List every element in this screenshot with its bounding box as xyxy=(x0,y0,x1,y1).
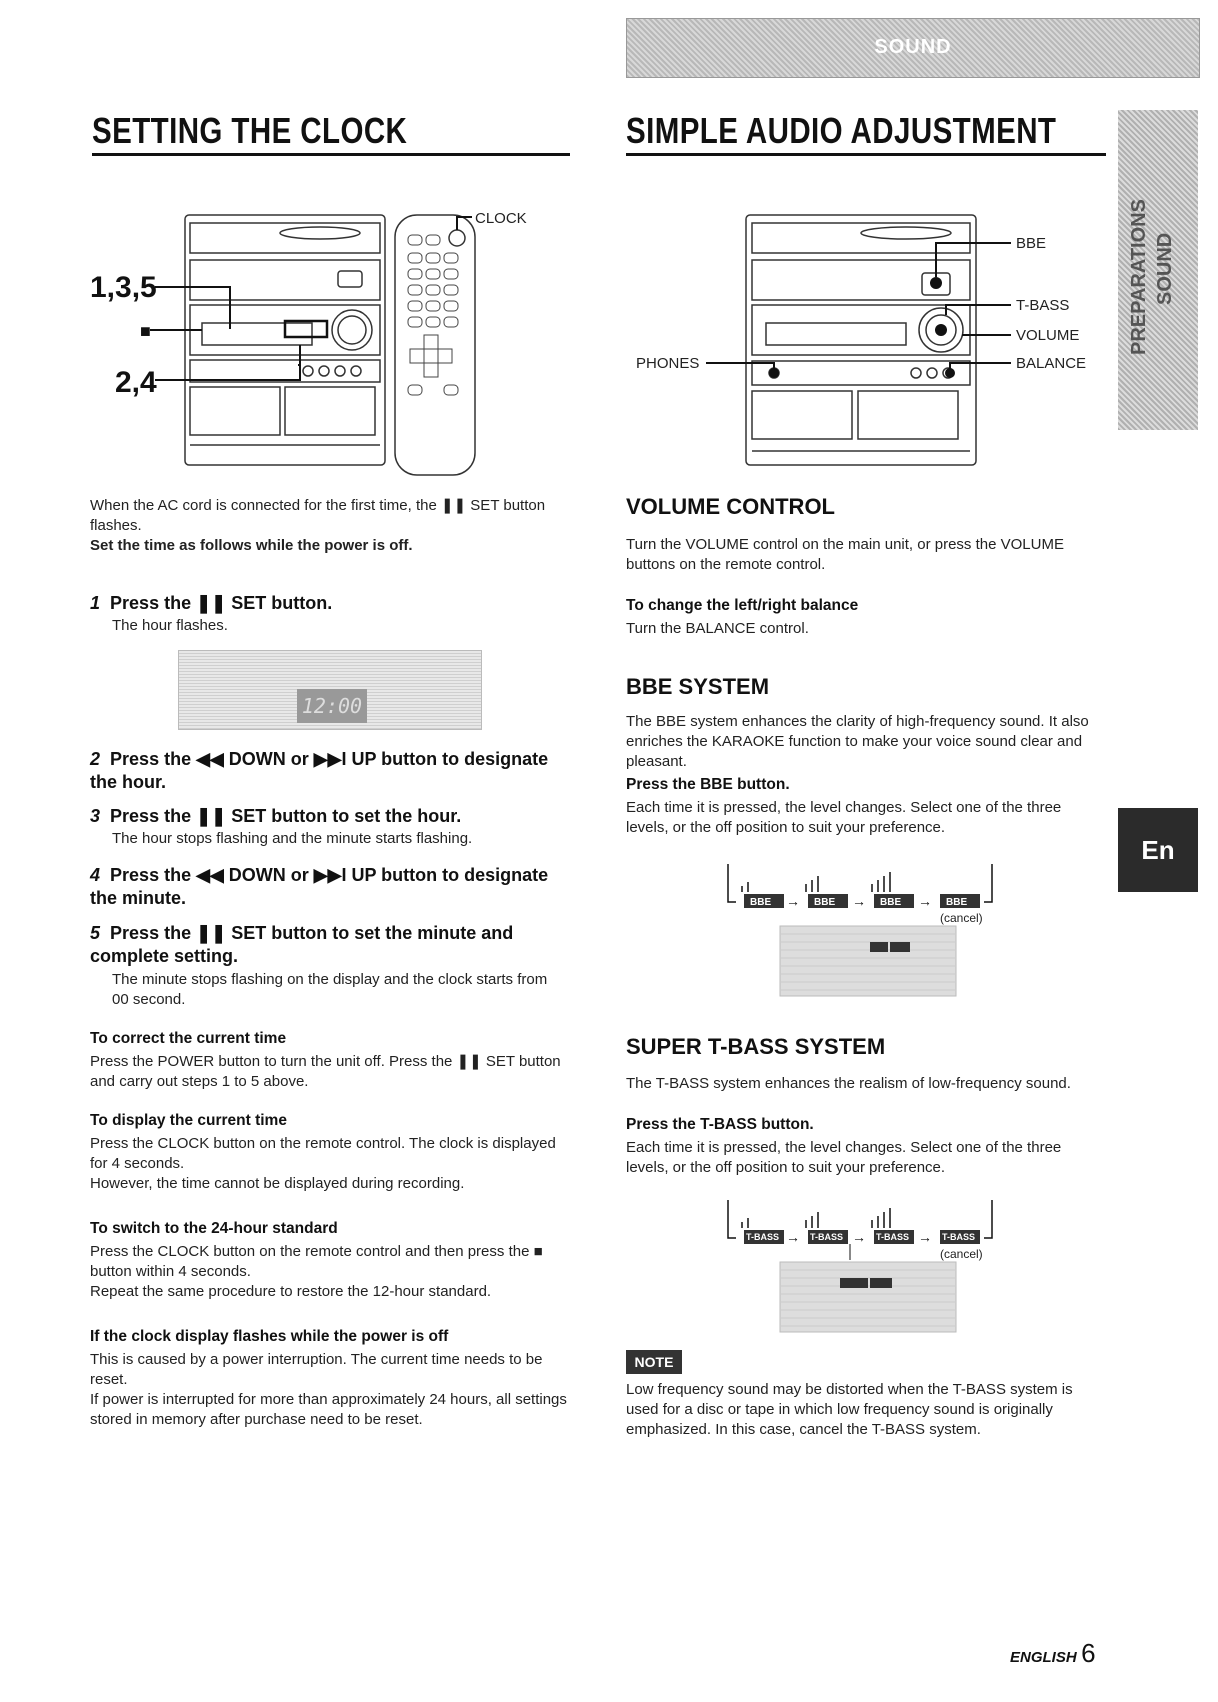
audio-controls-figure xyxy=(626,205,1116,480)
side-tab-preparations: PREPARATIONS xyxy=(1128,199,1150,355)
note-text: Low frequency sound may be distorted when the T-BASS system is used for a disc or tape in which low frequency sound is originally emphasized. In this case, cancel the T-BASS system. xyxy=(626,1381,1073,1438)
side-tab-sound: SOUND xyxy=(1154,232,1176,305)
step-4 xyxy=(90,864,570,910)
svg-text:→: → xyxy=(786,1229,800,1245)
bbe-system-text: The BBE system enhances the clarity of high-frequency sound. It also enriches the KARAOKE function to make your voice sound clear and pleasant. xyxy=(626,713,1089,770)
step-title: Press the ❚❚ SET button. xyxy=(110,593,333,613)
section-title: To display the current time xyxy=(90,1112,287,1129)
sound-banner xyxy=(626,18,1200,78)
clock-intro-bold: Set the time as follows while the power is off. xyxy=(90,537,413,554)
bbe-chip: BBE xyxy=(750,897,772,908)
step-number: 1 xyxy=(90,593,101,613)
bbe-press-text: Each time it is pressed, the level changes. Select one of the three levels, or the off position to suit your preference. xyxy=(626,799,1062,836)
section-text: However, the time cannot be displayed during recording. xyxy=(90,1175,465,1192)
clock-display-window xyxy=(297,689,367,723)
step-title: Press the ◀◀ DOWN or ▶▶I UP button to designate the minute. xyxy=(90,865,549,908)
svg-text:→: → xyxy=(852,1229,866,1245)
tbass-system-text: The T-BASS system enhances the realism of low-frequency sound. xyxy=(626,1075,1071,1092)
callout-label-clock: CLOCK xyxy=(475,210,527,227)
step-5 xyxy=(90,922,570,968)
section-text: Repeat the same procedure to restore the 12-hour standard. xyxy=(90,1283,492,1300)
right-page-title: SIMPLE AUDIO ADJUSTMENT xyxy=(626,110,1057,151)
step-desc: The hour stops flashing and the minute starts flashing. xyxy=(112,830,473,847)
label-bbe: BBE xyxy=(1016,235,1047,252)
section-title: To switch to the 24-hour standard xyxy=(90,1220,338,1237)
svg-text:→: → xyxy=(852,893,866,909)
svg-text:→: → xyxy=(918,893,932,909)
callout-label-stop: ■ xyxy=(140,321,151,341)
tbass-level-diagram xyxy=(720,1198,1010,1333)
label-balance: BALANCE xyxy=(1016,355,1087,372)
left-page-title: SETTING THE CLOCK xyxy=(92,110,408,151)
step-desc: The hour flashes. xyxy=(112,617,228,634)
left-title-rule xyxy=(92,153,570,156)
section-text: This is caused by a power interruption. The current time needs to be reset. xyxy=(90,1351,543,1388)
clock-display-digits: 12:00 xyxy=(301,694,363,718)
section-side-tab xyxy=(1118,110,1198,430)
footer-language: ENGLISH xyxy=(1010,1649,1077,1666)
note-badge: NOTE xyxy=(626,1350,682,1374)
volume-control-text: Turn the VOLUME control on the main unit, or press the VOLUME buttons on the remote control. xyxy=(626,536,1064,573)
page-number: 6 xyxy=(1081,1638,1096,1668)
tbass-press-heading: Press the T-BASS button. xyxy=(626,1116,814,1133)
page-footer xyxy=(1010,1638,1096,1669)
label-tbass: T-BASS xyxy=(1016,297,1070,314)
balance-subheading: To change the left/right balance xyxy=(626,597,859,614)
step-number: 2 xyxy=(90,749,101,769)
right-title-rule xyxy=(626,153,1106,156)
callout-label-135: 1,3,5 xyxy=(90,271,157,304)
bbe-level-diagram xyxy=(720,862,1010,997)
clock-intro-text: When the AC cord is connected for the first time, the ❚❚ SET button flashes. xyxy=(90,497,546,534)
section-text: Press the CLOCK button on the remote control and then press the ■ button within 4 seconds. xyxy=(90,1243,543,1280)
volume-control-heading: VOLUME CONTROL xyxy=(626,494,835,519)
language-tab: En xyxy=(1118,808,1198,892)
section-text: Press the POWER button to turn the unit off. Press the ❚❚ SET button and carry out steps 1 to 5 above. xyxy=(90,1053,561,1090)
step-1 xyxy=(90,592,570,615)
step-title: Press the ❚❚ SET button to set the minute and complete setting. xyxy=(90,923,514,966)
tbass-press-text: Each time it is pressed, the level changes. Select one of the three levels, or the off position to suit your preference. xyxy=(626,1139,1062,1176)
clock-stereo-figure xyxy=(90,205,570,480)
step-number: 4 xyxy=(90,865,101,885)
label-phones: PHONES xyxy=(636,355,700,372)
bbe-chip: BBE xyxy=(946,897,968,908)
bbe-chip: BBE xyxy=(880,897,902,908)
label-volume: VOLUME xyxy=(1016,327,1080,344)
callout-label-24: 2,4 xyxy=(115,366,157,399)
tbass-chip: T-BASS xyxy=(942,1232,976,1242)
bbe-cancel-label: (cancel) xyxy=(940,911,983,925)
step-title: Press the ◀◀ DOWN or ▶▶I UP button to designate the hour. xyxy=(90,749,549,792)
clock-display-panel xyxy=(178,650,482,730)
step-number: 3 xyxy=(90,806,101,826)
step-desc: The minute stops flashing on the display and the clock starts from 00 second. xyxy=(112,971,548,1008)
step-3 xyxy=(90,805,570,828)
tbass-chip: T-BASS xyxy=(746,1232,780,1242)
section-title: If the clock display flashes while the power is off xyxy=(90,1328,449,1345)
bbe-system-heading: BBE SYSTEM xyxy=(626,674,770,699)
bbe-press-heading: Press the BBE button. xyxy=(626,776,790,793)
section-title: To correct the current time xyxy=(90,1030,287,1047)
step-number: 5 xyxy=(90,923,101,943)
bbe-chip: BBE xyxy=(814,897,836,908)
section-text: If power is interrupted for more than approximately 24 hours, all settings stored in memory after purchase need to be reset. xyxy=(90,1391,567,1428)
tbass-chip: T-BASS xyxy=(810,1232,844,1242)
tbass-chip: T-BASS xyxy=(876,1232,910,1242)
step-2 xyxy=(90,748,570,794)
section-text: Press the CLOCK button on the remote control. The clock is displayed for 4 seconds. xyxy=(90,1135,556,1172)
svg-text:→: → xyxy=(918,1229,932,1245)
banner-label: SOUND xyxy=(874,36,952,58)
svg-text:→: → xyxy=(786,893,800,909)
step-title: Press the ❚❚ SET button to set the hour. xyxy=(110,806,462,826)
tbass-cancel-label: (cancel) xyxy=(940,1247,983,1261)
balance-text: Turn the BALANCE control. xyxy=(626,620,809,637)
tbass-system-heading: SUPER T-BASS SYSTEM xyxy=(626,1034,886,1059)
